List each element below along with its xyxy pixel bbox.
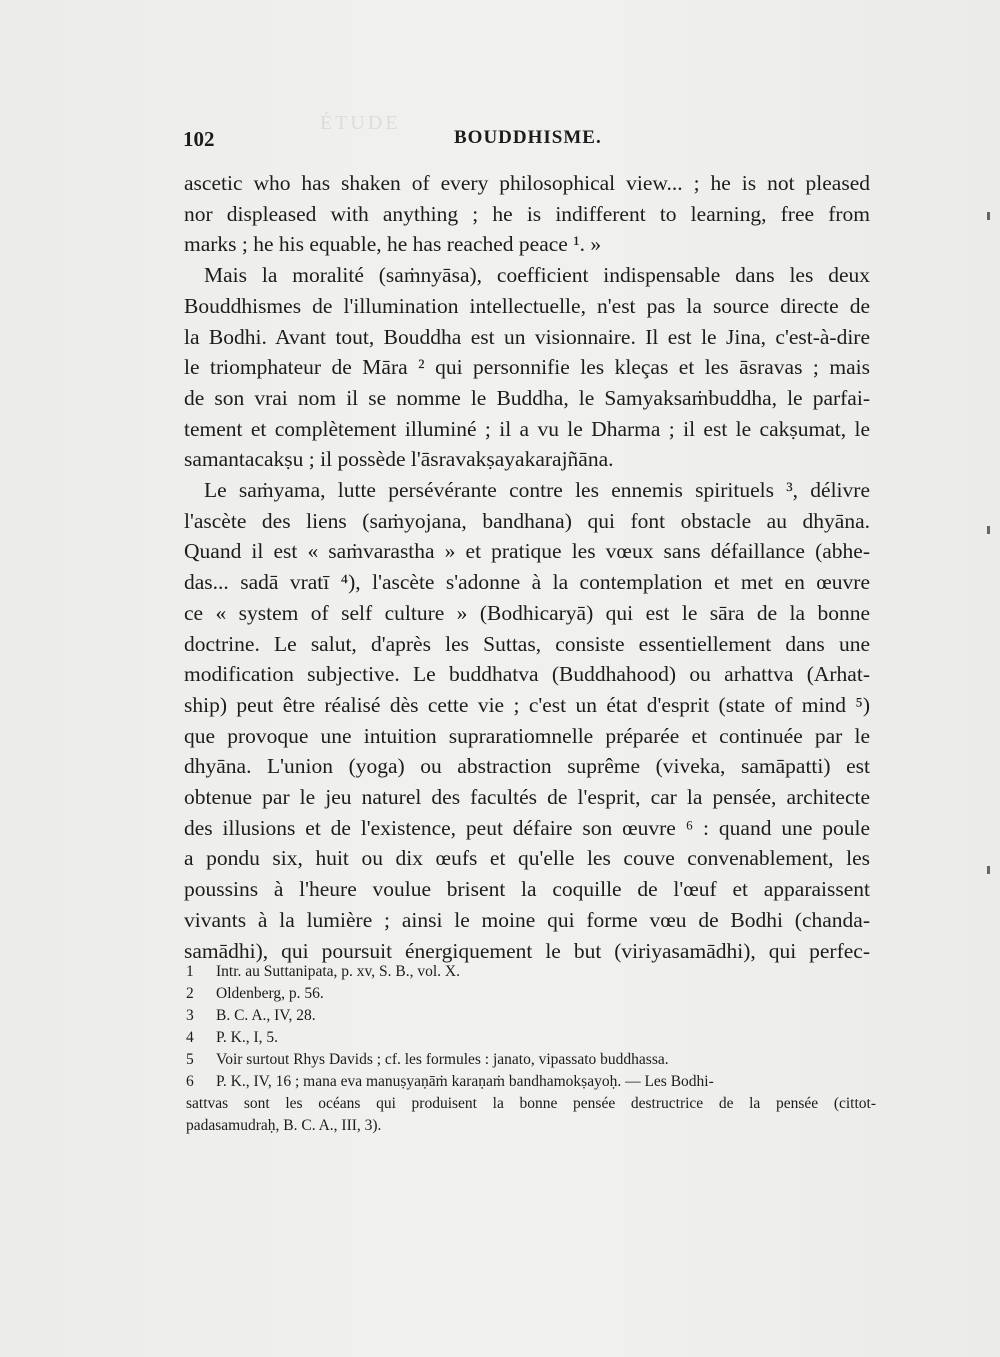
text-line: modification subjective. Le buddhatva (Buddhahood) ou arhattva (Arhat- <box>184 662 870 687</box>
footnote-text: Voir surtout Rhys Davids ; cf. les formules : janato, vipassato buddhassa. <box>216 1051 669 1068</box>
footnotes <box>186 961 876 1137</box>
text-line: nor displeased with anything ; he is indifferent to learning, free from <box>184 201 870 226</box>
text-line: la Bodhi. Avant tout, Bouddha est un visionnaire. Il est le Jina, c'est-à-dire <box>184 324 870 349</box>
text-line: ship) peut être réalisé dès cette vie ; c'est un état d'esprit (state of mind ⁵) <box>184 692 870 717</box>
binding-mark <box>987 526 990 534</box>
text-line: ascetic who has shaken of every philosophical view... ; he is not pleased <box>184 171 870 195</box>
text-line: poussins à l'heure voulue brisent la coquille de l'œuf et apparaissent <box>184 877 870 902</box>
text-line: Mais la moralité (saṁnyāsa), coefficient indispensable dans les deux <box>204 263 870 288</box>
footnote-text: B. C. A., IV, 28. <box>216 1007 316 1024</box>
footnote-continuation: sattvas sont les océans qui produisent la bonne pensée destructrice de la pensée (cittot- <box>186 1095 876 1112</box>
text-line: dhyāna. L'union (yoga) ou abstraction suprême (viveka, samāpatti) est <box>184 754 870 779</box>
text-line: l'ascète des liens (saṁyojana, bandhana) qui font obstacle au dhyāna. <box>184 508 870 533</box>
text-line: que provoque une intuition supraratiomnelle préparée et continuée par le <box>184 723 870 748</box>
footnote-continuation: padasamudraḥ, B. C. A., III, 3). <box>186 1117 382 1134</box>
footnote <box>186 1027 876 1049</box>
text-line: a pondu six, huit ou dix œufs et qu'elle les couve convenablement, les <box>184 846 870 871</box>
text-line: doctrine. Le salut, d'après les Suttas, consiste essentiellement dans une <box>184 631 870 656</box>
footnote-text: P. K., IV, 16 ; mana eva manuṣyaṇāṁ karaṇaṁ bandhamokṣayoḥ. — Les Bodhi- <box>216 1073 714 1090</box>
text-line: de son vrai nom il se nomme le Buddha, le Samyaksaṁbuddha, le parfai- <box>184 385 870 410</box>
footnote-mark: 4 <box>186 1029 194 1046</box>
footnote <box>186 1005 876 1027</box>
text-line: Le saṁyama, lutte persévérante contre les ennemis spirituels ³, délivre <box>204 478 870 503</box>
text-line: Bouddhismes de l'illumination intellectuelle, n'est pas la source directe de <box>184 293 870 318</box>
body-text <box>184 168 870 966</box>
footnote-mark: 1 <box>186 963 194 980</box>
binding-mark <box>987 212 990 220</box>
footnote-mark: 6 <box>186 1073 194 1090</box>
footnote-text: P. K., I, 5. <box>216 1029 279 1046</box>
text-line: Quand il est « saṁvarastha » et pratique les vœux sans défaillance (abhe- <box>184 539 870 564</box>
text-line: das... sadā vratī ⁴), l'ascète s'adonne à la contemplation et met en œuvre <box>184 570 870 595</box>
footnote <box>186 1049 876 1071</box>
page-header <box>183 127 881 157</box>
text-line: obtenue par le jeu naturel des facultés de l'esprit, car la pensée, architecte <box>184 785 870 810</box>
text-line: ce « system of self culture » (Bodhicaryā) qui est le sāra de la bonne <box>184 600 870 625</box>
text-line: samantacakṣu ; il possède l'āsravakṣayakarajñāna. <box>184 447 614 472</box>
footnote <box>186 1071 876 1093</box>
footnote <box>186 983 876 1005</box>
text-line: des illusions et de l'existence, peut défaire son œuvre ⁶ : quand une poule <box>184 815 870 840</box>
text-line: tement et complètement illuminé ; il a vu le Dharma ; il est le cakṣumat, le <box>184 416 870 441</box>
text-line: marks ; he his equable, he has reached peace ¹. » <box>184 232 602 257</box>
page-number: 102 <box>183 127 215 151</box>
footnote-mark: 2 <box>186 985 194 1002</box>
text-line: le triomphateur de Māra ² qui personnifie les kleças et les āsravas ; mais <box>184 355 870 380</box>
footnote-mark: 5 <box>186 1051 194 1068</box>
footnote-text: Intr. au Suttanipata, p. xv, S. B., vol. X. <box>216 963 460 980</box>
footnote <box>186 961 876 983</box>
footnote-mark: 3 <box>186 1007 194 1024</box>
binding-mark <box>987 866 990 874</box>
text-line: samādhi), qui poursuit énergiquement le but (viriyasamādhi), qui perfec- <box>184 938 870 963</box>
text-line: vivants à la lumière ; ainsi le moine qui forme vœu de Bodhi (chanda- <box>184 907 870 932</box>
bleed-through-text: ÉTUDE <box>320 112 401 134</box>
running-title: BOUDDHISME. <box>454 127 602 148</box>
footnote-text: Oldenberg, p. 56. <box>216 985 324 1002</box>
